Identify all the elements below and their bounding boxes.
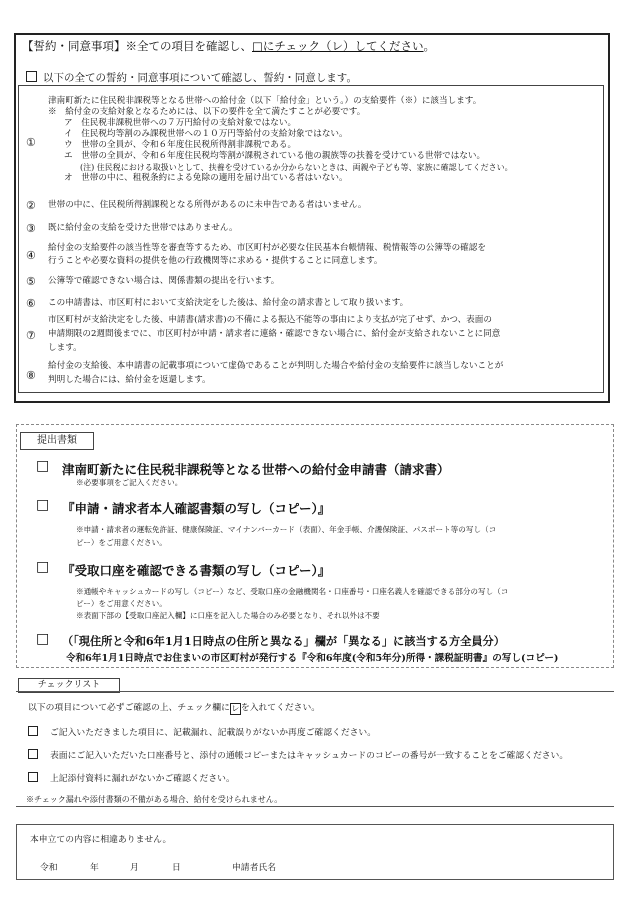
item-line: 行うことや必要な資料の提供を他の行政機関等に求める・提供することに同意します。 [48,256,383,266]
confirmation-text: 本申立ての内容に相違ありません。 [30,835,172,845]
item-number: ② [26,199,36,212]
item-line: 市区町村が支給決定をした後、申請書(請求書)の不備による振込不能等の事由により支払が完了せず、かつ、表面の [48,315,492,325]
date-era: 令和 [40,863,58,873]
item-line: 給付金の支給後、本申請書の記載事項について虚偽であることが判明した場合や給付金の支給要件に該当しないことが [48,361,504,371]
checklist-item[interactable]: 表面にご記入いただいた口座番号と、添付の通帳コピーまたはキャッシュカードのコピーの番号が一致することをご確認ください。 [28,748,568,761]
item-line: 給付金の支給要件の該当性等を審査等するため、市区町村が必要な住民基本台帳情報、税情報等の公簿等の確認を [48,243,486,253]
document-note: ※通帳やキャッシュカードの写し（コピー）など、受取口座の金融機関名・口座番号・口座名義人を確認できる部分の写し（コ [76,587,509,596]
document-checkbox[interactable]: □ [36,631,50,647]
checklist-checkbox[interactable] [28,772,38,782]
item-line: この申請書は、市区町村において支給決定をした後は、給付金の請求書として取り扱います。 [48,298,409,308]
document-note: ※表面下部の【受取口座記入欄】に口座を記入した場合のみ必要となり、それ以外は不要 [76,611,380,620]
item-number: ④ [26,249,36,262]
item-number: ③ [26,222,36,235]
item-line: 公簿等で確認できない場合は、関係書類の提出を行います。 [48,276,280,286]
item-line: オ 世帯の中に、租税条約による免除の適用を届け出ている者はいない。 [64,173,348,183]
checklist-item[interactable]: ご記入いただきました項目に、記載漏れ、記載誤りがないか再度ご確認ください。 [28,725,376,738]
documents-title: 提出書類 [20,432,94,450]
document-checkbox[interactable]: □ [36,497,50,513]
checklist-intro: 以下の項目について必ずご確認の上、チェック欄に レ を入れてください。 [28,703,321,713]
item-line: 申請期限の2週間後までに、市区町村が申請・請求者に連絡・確認できない場合に、給付金が支給されないことに同意 [48,329,501,339]
agree-label: 以下の全ての誓約・同意事項について確認し、誓約・同意します。 [43,72,357,84]
checklist-item[interactable]: 上記添付資料に漏れがないかご確認ください。 [28,771,235,784]
check-mark-sample: レ [231,704,240,713]
item-line: ※ 給付金の支給対象となるためには、以下の要件を全て満たすことが必要です。 [48,107,366,117]
document-heading: 『受取口座を確認できる書類の写し（コピー）』 [62,563,331,578]
checklist-footnote: ※チェック漏れや添付書類の不備がある場合、給付を受けられません。 [26,795,283,804]
item-line: 判明した場合には、給付金を返還します。 [48,375,211,385]
document-note: ※必要事項をご記入ください。 [76,478,183,487]
item-number: ⑤ [26,275,36,288]
document-checkbox[interactable]: □ [36,559,50,575]
item-number: ⑧ [26,369,36,382]
checklist-checkbox[interactable] [28,749,38,759]
checklist-title: チェックリスト [18,678,120,693]
item-line: します。 [48,343,82,353]
document-heading: 津南町新たに住民税非課税等となる世帯への給付金申請書（請求書） [62,462,450,477]
item-line: 既に給付金の支給を受けた世帯ではありません。 [48,223,238,233]
item-line: (注) 住民税における取扱いとして、扶養を受けているか分からないときは、両親や子ども等、家族に確認してください。 [80,163,513,172]
date-month[interactable]: 月 [130,863,139,873]
item-line: 津南町新たに住民税非課税等となる世帯への給付金（以下「給付金」という。）の支給要件（※）に該当します。 [48,96,482,106]
item-line: エ 世帯の全員が、令和６年度住民税均等割が課税されている他の親族等の扶養を受けている世帯ではない。 [64,151,486,161]
item-line: ア 住民税非課税世帯への７万円給付の支給対象ではない。 [64,118,297,128]
item-number: ⑥ [26,297,36,310]
item-number: ⑦ [26,329,36,342]
item-line: ウ 世帯の全員が、令和６年度住民税所得割非課税である。 [64,140,297,150]
item-number: ① [26,136,36,149]
agree-checkbox[interactable] [26,71,37,82]
document-note: ※申請・請求者の運転免許証、健康保険証、マイナンバーカード（表面）、年金手帳、介護保険証、パスポート等の写し（コ [76,525,497,534]
checklist-checkbox[interactable] [28,726,38,736]
date-day[interactable]: 日 [172,863,181,873]
document-heading: 『申請・請求者本人確認書類の写し（コピー）』 [62,501,331,516]
item-line: 世帯の中に、住民税所得割課税となる所得があるのに未申告である者はいません。 [48,200,367,210]
item-line: イ 住民税均等割のみ課税世帯への１０万円等給付の支給対象ではない。 [64,129,348,139]
date-year[interactable]: 年 [90,863,99,873]
pledge-heading: 【誓約・同意事項】※全ての項目を確認し、□にチェック（レ）してください。 [22,39,436,53]
agree-all-row[interactable] [26,70,357,85]
document-note: ピー）をご用意ください。 [76,599,167,608]
applicant-name-label: 申請者氏名 [232,863,276,873]
document-checkbox[interactable]: □ [36,458,50,474]
document-note: 令和6年1月1日時点でお住まいの市区町村が発行する『令和6年度(令和5年分)所得・課税証明書』の写し(コピー) [66,653,559,664]
document-note: ピー）をご用意ください。 [76,538,167,547]
document-heading: （「現住所と令和6年1月1日時点の住所と異なる」欄が「異なる」に該当する方全員分） [62,634,505,648]
